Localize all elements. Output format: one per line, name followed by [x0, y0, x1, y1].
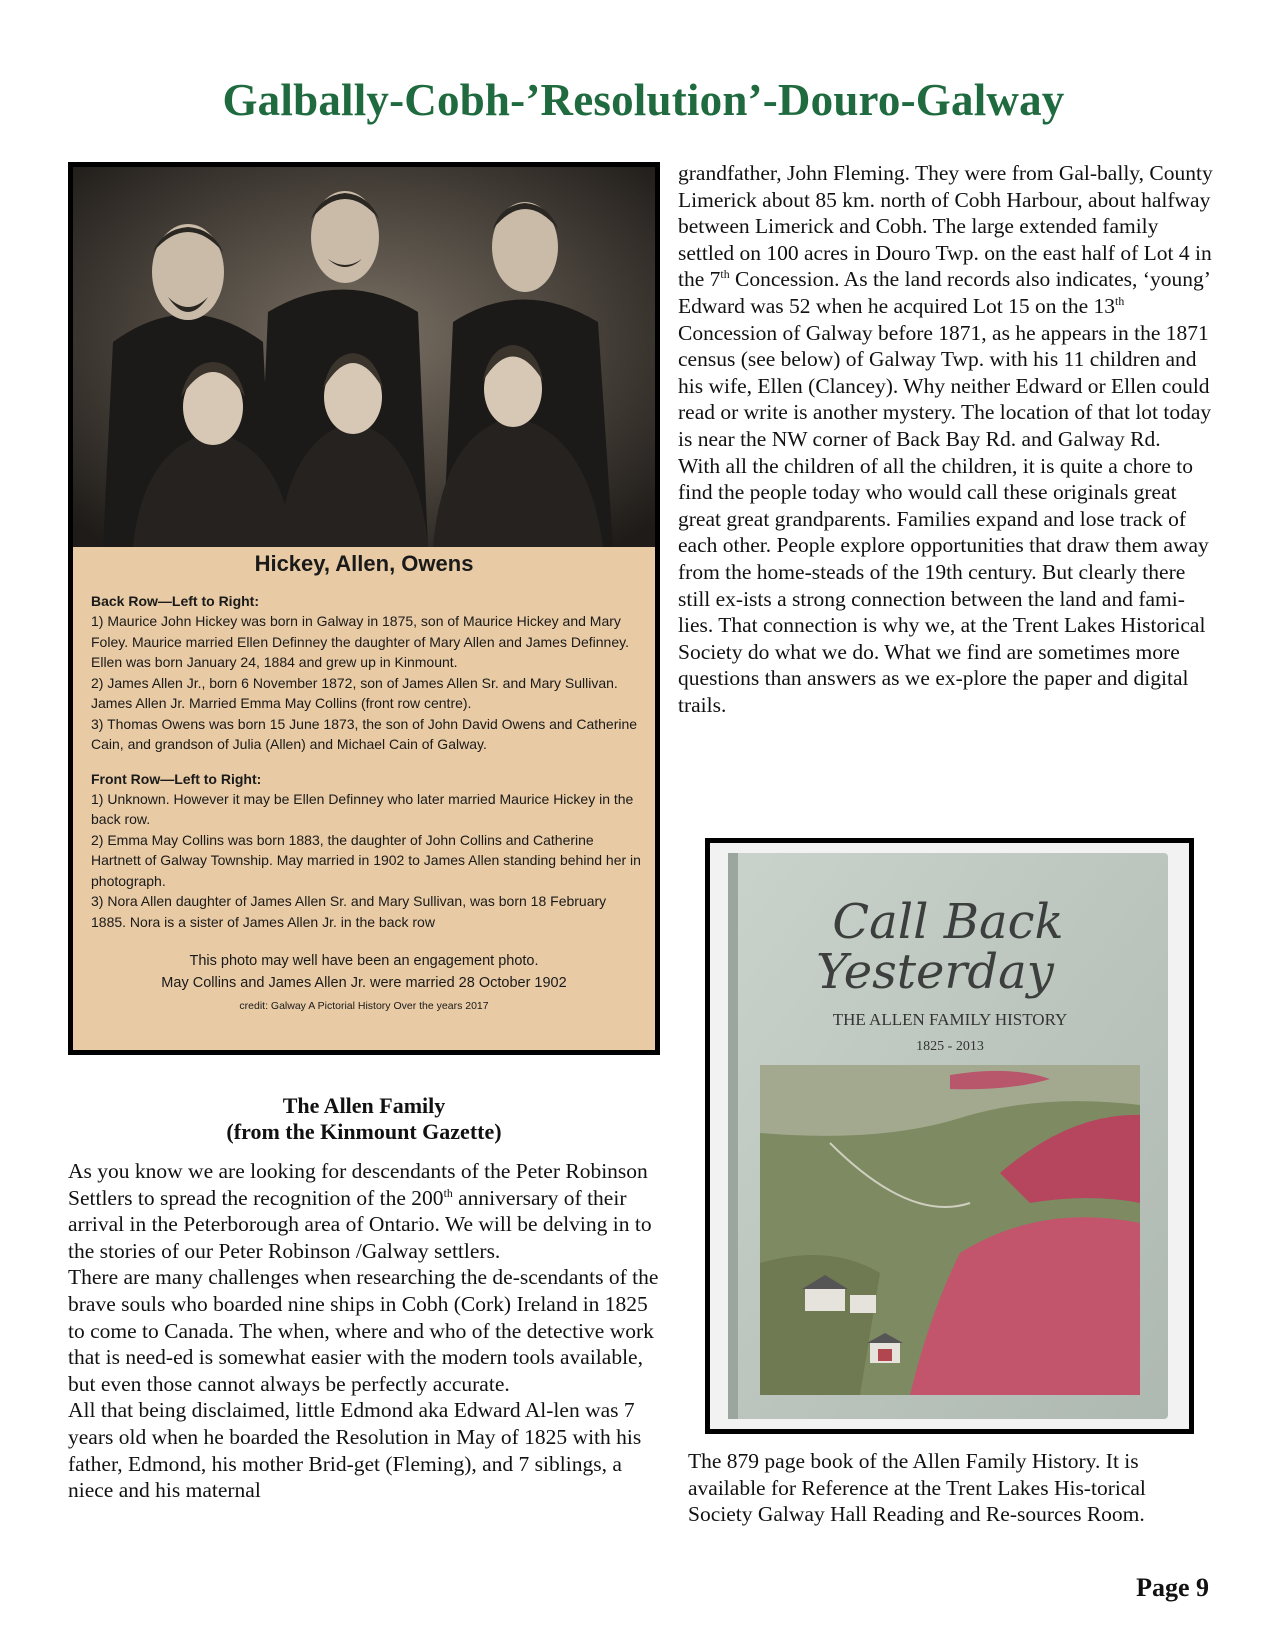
- front-row-item: 3) Nora Allen daughter of James Allen Sr. and Mary Sullivan, was born 18 February 1885. Nora is a sister of James Allen Jr. in the back row: [91, 893, 607, 930]
- caption-title: Hickey, Allen, Owens: [254, 551, 474, 576]
- engagement-note-line2: May Collins and James Allen Jr. were married 28 October 1902: [161, 975, 567, 991]
- photo-caption: [73, 547, 655, 1050]
- family-photo-panel: [68, 162, 660, 1055]
- book-cover-photo: [705, 838, 1194, 1434]
- book-caption: The 879 page book of the Allen Family History. It is available for Reference at the Trent Lakes His-torical Society Galway Hall Reading and Re-sources Room.: [688, 1449, 1146, 1527]
- back-row-item: 2) James Allen Jr., born 6 November 1872, son of James Allen Sr. and Mary Sullivan. James Allen Jr. Married Emma May Collins (front row centre).: [91, 674, 618, 711]
- section-title-line2: (from the Kinmount Gazette): [226, 1119, 502, 1144]
- front-row-heading: Front Row—Left to Right:: [91, 770, 262, 787]
- back-row-item: 1) Maurice John Hickey was born in Galway in 1875, son of Maurice Hickey and Mary Foley. Maurice married Ellen Definney the daughter of Mary Allen and James Definney. Ellen was born January 24, 1884 and grew up in Kinmount.: [91, 613, 629, 670]
- section-title-line1: The Allen Family: [282, 1093, 446, 1118]
- family-photo-image: [73, 167, 655, 547]
- page-title: Galbally-Cobh-’Resolution’-Douro-Galway: [222, 75, 1065, 125]
- article-right-column: [678, 160, 1213, 718]
- section-title: [68, 1093, 660, 1145]
- page-number: Page 9: [1136, 1573, 1209, 1602]
- article-left-column: [68, 1158, 660, 1504]
- back-row-item: 3) Thomas Owens was born 15 June 1873, the son of John David Owens and Catherine Cain, and grandson of Julia (Allen) and Michael Cain of Galway.: [91, 715, 638, 752]
- book-title-line2: Yesterday: [816, 944, 1054, 1000]
- family-photograph: [73, 167, 655, 547]
- front-row-item: 1) Unknown. However it may be Ellen Definney who later married Maurice Hickey in the back row.: [91, 790, 634, 827]
- paragraph: grandfather, John Fleming. They were from Gal-bally, County Limerick about 85 km. north of Cobh Harbour, about halfway between Limerick and Cobh. The large extended family settled on 100 acres in Douro Twp. on the east half of Lot 4 in the 7th Concession. As the land records also indicates, ‘young’ Edward was 52 when he acquired Lot 15 on the 13th Concession of Galway before 1871, as he appears in the 1871 census (see below) of Galway Twp. with his 11 children and his wife, Ellen (Clancey). Why neither Edward or Ellen could read or write is another mystery. The location of that lot today is near the NW corner of Back Bay Rd. and Galway Rd.: [678, 161, 1213, 451]
- engagement-note-line1: This photo may well have been an engagement photo.: [189, 953, 539, 969]
- book-cover-image: [710, 843, 1189, 1429]
- book-years: 1825 - 2013: [916, 1039, 984, 1054]
- front-row-item: 2) Emma May Collins was born 1883, the daughter of John Collins and Catherine Hartnett of Galway Township. May married in 1902 to James Allen standing behind her in photograph.: [91, 831, 641, 889]
- paragraph: With all the children of all the children, it is quite a chore to find the people today who would call these originals great great great grandparents. Families expand and lose track of each other. People explore opportunities that draw them away from the home-steads of the 19th century. But clearly there still ex-ists a strong connection between the land and fami-lies. That connection is why we, at the Trent Lakes Historical Society do what we do. What we find are sometimes more questions than answers as we ex-plore the paper and digital trails.: [678, 453, 1209, 717]
- farm-aerial-picture: [760, 1065, 1140, 1395]
- paragraph: All that being disclaimed, little Edmond aka Edward Al-len was 7 years old when he boarded the Resolution in May of 1825 with his father, Edmond, his mother Brid-get (Fleming), and 7 siblings, a niece and his maternal: [68, 1398, 642, 1503]
- book-subtitle: THE ALLEN FAMILY HISTORY: [832, 1010, 1068, 1029]
- back-row-heading: Back Row—Left to Right:: [91, 593, 259, 609]
- paragraph: There are many challenges when researching the de-scendants of the brave souls who boarded nine ships in Cobh (Cork) Ireland in 1825 to come to Canada. The when, where and who of the detective work that is need-ed is somewhat easier with the modern tools available, but even those cannot always be perfectly accurate.: [68, 1265, 659, 1396]
- photo-credit: credit: Galway A Pictorial History Over the years 2017: [239, 1000, 489, 1012]
- book-title-line1: Call Back: [832, 894, 1064, 950]
- paragraph: As you know we are looking for descendants of the Peter Robinson Settlers to spread the recognition of the 200th anniversary of their arrival in the Peterborough area of Ontario. We will be delving in to the stories of our Peter Robinson /Galway settlers.: [68, 1159, 652, 1263]
